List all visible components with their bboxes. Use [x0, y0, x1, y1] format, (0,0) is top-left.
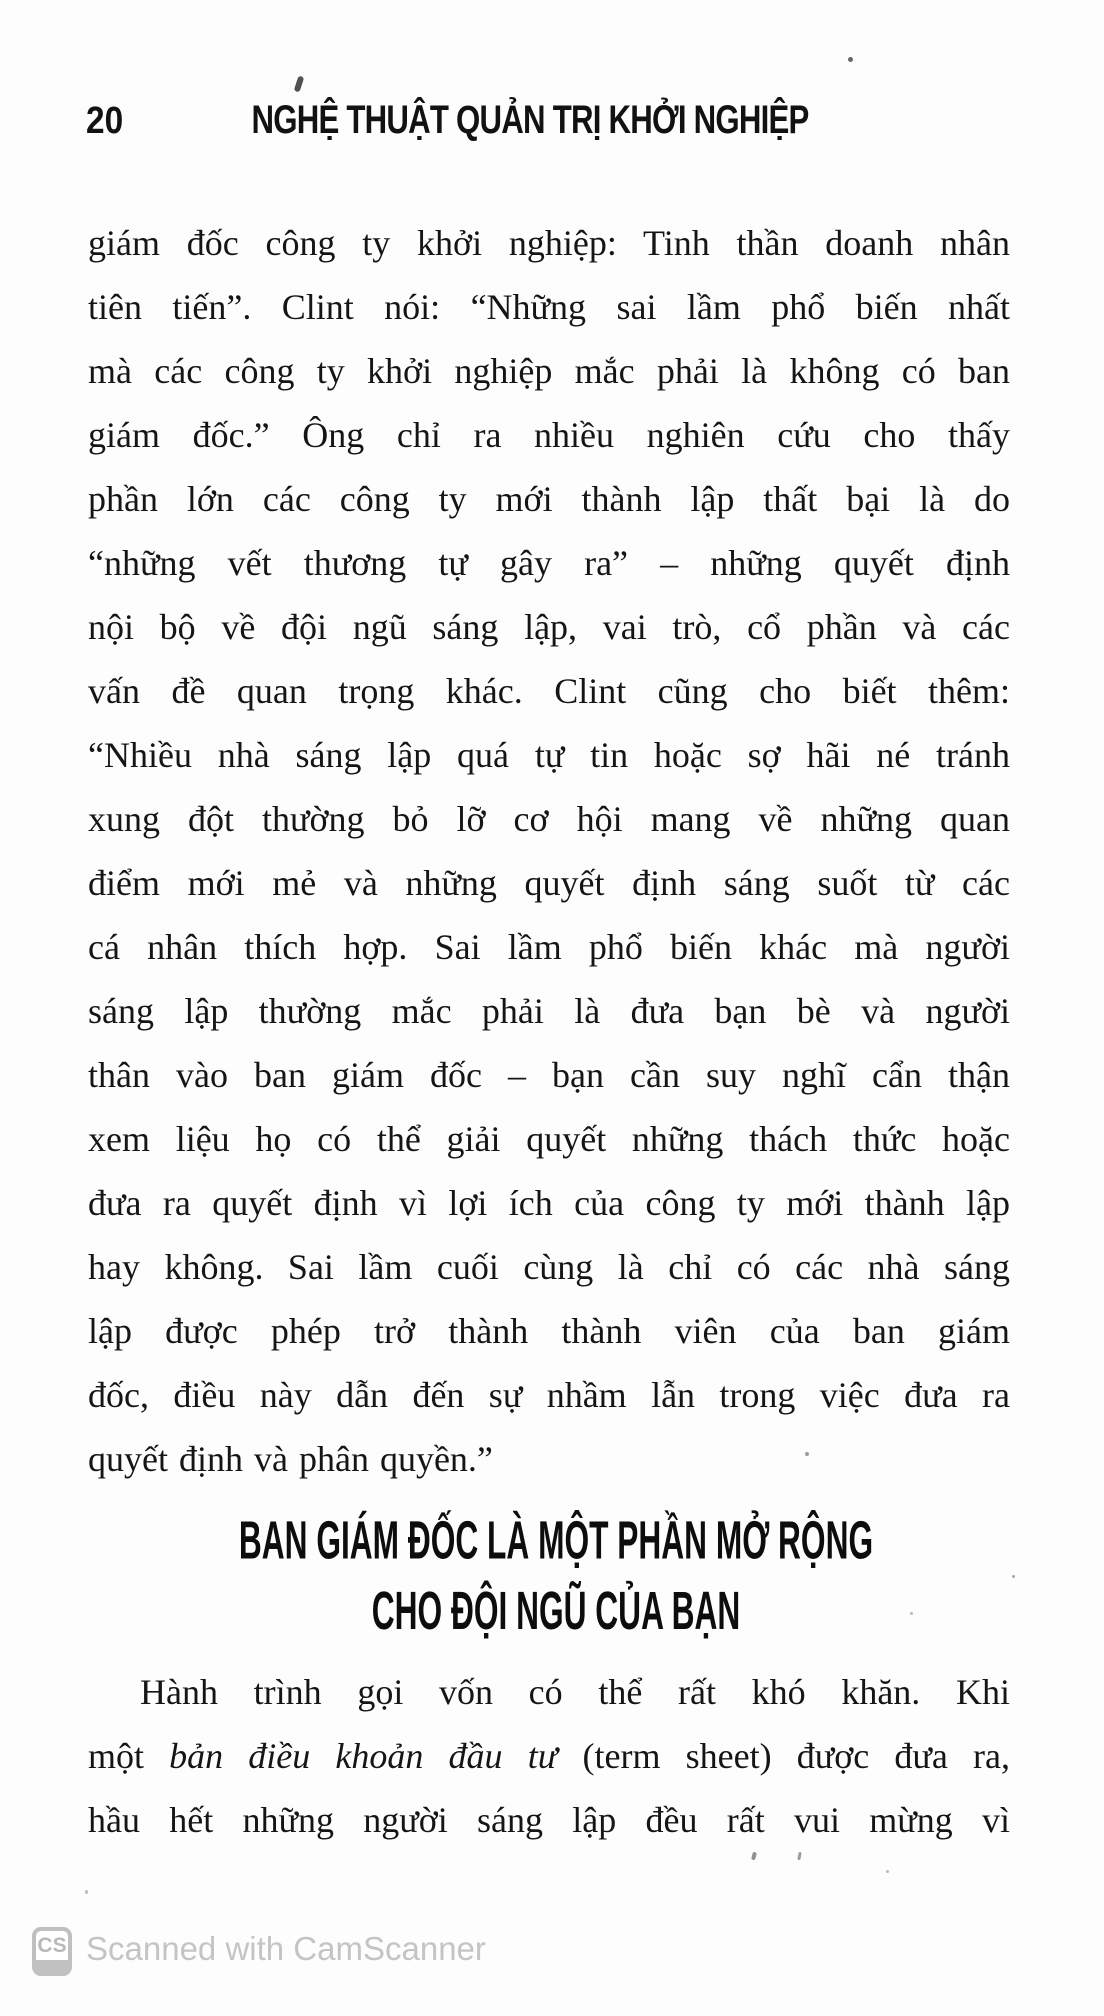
text-segment: (term sheet) được đưa ra,: [557, 1736, 1010, 1776]
text-line: hay không. Sai lầm cuối cùng là chỉ có các nhà sáng: [88, 1247, 1010, 1287]
text-line: đưa ra quyết định vì lợi ích của công ty mới thành lập: [88, 1183, 1010, 1223]
text-line: phần lớn các công ty mới thành lập thất bại là do: [88, 479, 1010, 519]
text-line: giám đốc.” Ông chỉ ra nhiều nghiên cứu cho thấy: [88, 415, 1010, 455]
scan-artifact: [85, 1890, 88, 1894]
section-heading-line-1: BAN GIÁM ĐỐC LÀ MỘT PHẦN MỞ RỘNG: [238, 1511, 874, 1571]
scan-artifact: [751, 1852, 757, 1861]
watermark-text: Scanned with CamScanner: [86, 1930, 486, 1967]
text-line: hầu hết những người sáng lập đều rất vui mừng vì: [88, 1800, 1010, 1840]
scan-artifact: [848, 57, 853, 62]
scan-artifact: [294, 75, 305, 92]
text-line: quyết định và phân quyền.”: [88, 1439, 493, 1479]
section-heading: [239, 1506, 873, 1647]
scan-artifact: [805, 1452, 809, 1456]
text-line: đốc, điều này dẫn đến sự nhầm lẫn trong việc đưa ra: [88, 1375, 1010, 1415]
text-line: mà các công ty khởi nghiệp mắc phải là không có ban: [88, 351, 1010, 391]
text-line: “Nhiều nhà sáng lập quá tự tin hoặc sợ hãi né tránh: [88, 735, 1010, 775]
page-number: 20: [86, 100, 124, 142]
running-title: NGHỆ THUẬT QUẢN TRỊ KHỞI NGHIỆP: [251, 98, 809, 142]
text-line: điểm mới mẻ và những quyết định sáng suốt từ các: [88, 863, 1010, 903]
text-line: sáng lập thường mắc phải là đưa bạn bè và người: [88, 991, 1010, 1031]
camscanner-logo-letters: CS: [37, 1934, 67, 1957]
scan-artifact: [886, 1870, 889, 1873]
text-line: xung đột thường bỏ lỡ cơ hội mang về những quan: [88, 799, 1010, 839]
text-line: xem liệu họ có thể giải quyết những thách thức hoặc: [88, 1119, 1010, 1159]
paragraph-fundraising: [88, 1660, 1010, 1852]
text-line: nội bộ về đội ngũ sáng lập, vai trò, cổ phần và các: [88, 607, 1010, 647]
text-line: vấn đề quan trọng khác. Clint cũng cho biết thêm:: [88, 671, 1010, 711]
text-line: tiên tiến”. Clint nói: “Những sai lầm phổ biến nhất: [88, 287, 1010, 327]
camscanner-logo-icon: [32, 1927, 72, 1976]
section-heading-line-2: CHO ĐỘI NGŨ CỦA BẠN: [371, 1582, 741, 1642]
text-line: thân vào ban giám đốc – bạn cần suy nghĩ cẩn thận: [88, 1055, 1010, 1095]
text-line: “những vết thương tự gây ra” – những quyết định: [88, 543, 1010, 583]
camscanner-logo-bar: [36, 1960, 68, 1972]
text-line: Hành trình gọi vốn có thể rất khó khăn. Khi: [140, 1672, 1010, 1712]
text-line: lập được phép trở thành thành viên của ban giám: [88, 1311, 1010, 1351]
scan-artifact: [1012, 1575, 1015, 1578]
italic-text-segment: bản điều khoản đầu tư: [169, 1736, 558, 1776]
text-segment: một: [88, 1736, 170, 1776]
paragraph-board-mistakes: [88, 211, 1010, 1491]
text-line: giám đốc công ty khởi nghiệp: Tinh thần doanh nhân: [88, 223, 1010, 263]
scan-artifact: [910, 1612, 913, 1615]
text-line: [88, 1724, 1010, 1788]
scan-artifact: [797, 1852, 801, 1860]
text-line: cá nhân thích hợp. Sai lầm phổ biến khác mà người: [88, 927, 1010, 967]
